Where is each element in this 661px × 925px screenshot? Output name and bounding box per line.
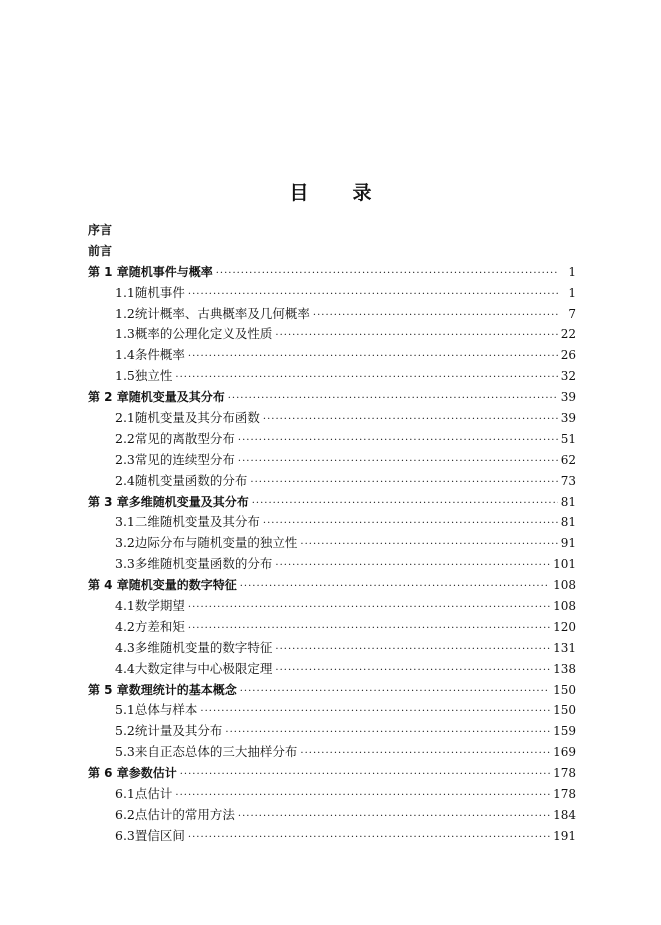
section-number: 6.2: [115, 806, 135, 822]
dot-leader: [188, 285, 559, 306]
toc-section-entry[interactable]: [88, 450, 576, 471]
toc-section-entry[interactable]: [88, 554, 576, 575]
dot-leader: [313, 306, 559, 327]
dot-leader: [200, 702, 550, 723]
section-title: 统计概率、古典概率及几何概率: [134, 305, 310, 321]
section-number: 1.1: [115, 284, 135, 300]
page-number: 81: [560, 494, 576, 509]
dot-leader: [188, 828, 550, 849]
section-number: 3.2: [115, 535, 135, 551]
page-number: 32: [560, 369, 576, 384]
section-number: 6.3: [115, 827, 135, 843]
page-number: 131: [553, 640, 576, 655]
toc-section-entry[interactable]: [88, 512, 576, 533]
toc-section-entry[interactable]: [88, 408, 576, 429]
section-title: 概率的公理化定义及性质: [134, 326, 273, 342]
section-title: 常见的离散型分布: [134, 430, 235, 446]
page-number: 7: [568, 306, 576, 321]
toc-preface-entry[interactable]: [88, 241, 576, 262]
section-number: 4.4: [115, 660, 135, 676]
section-number: 4.2: [115, 618, 135, 634]
section-title: 统计量及其分布: [134, 723, 223, 739]
page-number: 178: [553, 787, 576, 802]
toc-section-entry[interactable]: [88, 784, 576, 805]
chapter-title: 多维随机变量及其分布: [128, 494, 249, 509]
section-number: 3.3: [115, 556, 135, 572]
chapter-title: 随机事件与概率: [128, 264, 213, 279]
dot-leader: [240, 577, 550, 598]
section-number: 2.1: [115, 410, 135, 426]
page-number: 1: [568, 285, 576, 300]
toc-preface-entry[interactable]: [88, 220, 576, 241]
chapter-number: 第 5 章: [88, 682, 129, 697]
page-number: 91: [560, 536, 576, 551]
section-number: 2.4: [115, 472, 135, 488]
dot-leader: [275, 556, 550, 577]
section-title: 多维随机变量函数的分布: [134, 556, 273, 572]
toc-chapter-entry[interactable]: [88, 387, 576, 408]
page-number: 73: [560, 473, 576, 488]
section-title: 点估计的常用方法: [134, 806, 235, 822]
table-of-contents: [88, 220, 576, 847]
section-title: 置信区间: [134, 827, 185, 843]
section-number: 2.3: [115, 451, 135, 467]
page-number: 108: [553, 578, 576, 593]
chapter-number: 第 1 章: [88, 264, 129, 279]
section-number: 5.2: [115, 723, 135, 739]
toc-section-entry[interactable]: [88, 826, 576, 847]
page-number: 120: [553, 619, 576, 634]
chapter-title: 数理统计的基本概念: [128, 682, 237, 697]
toc-section-entry[interactable]: [88, 283, 576, 304]
page-number: 81: [560, 515, 576, 530]
chapter-number: 第 6 章: [88, 766, 129, 781]
toc-chapter-entry[interactable]: [88, 680, 576, 701]
dot-leader: [275, 326, 557, 347]
section-title: 独立性: [134, 368, 173, 384]
section-number: 1.4: [115, 347, 135, 363]
toc-section-entry[interactable]: [88, 638, 576, 659]
toc-chapter-entry[interactable]: [88, 262, 576, 283]
section-number: 5.1: [115, 702, 135, 718]
toc-section-entry[interactable]: [88, 596, 576, 617]
chapter-number: 第 3 章: [88, 494, 129, 509]
toc-section-entry[interactable]: [88, 721, 576, 742]
dot-leader: [275, 661, 550, 682]
dot-leader: [228, 389, 558, 410]
toc-section-entry[interactable]: [88, 304, 576, 325]
dot-leader: [275, 640, 550, 661]
page-number: 39: [560, 411, 576, 426]
dot-leader: [175, 786, 550, 807]
dot-leader: [238, 807, 550, 828]
section-number: 4.1: [115, 598, 135, 614]
dot-leader: [188, 598, 550, 619]
toc-section-entry[interactable]: [88, 617, 576, 638]
section-title: 总体与样本: [134, 702, 198, 718]
section-number: 5.3: [115, 744, 135, 760]
section-number: 6.1: [115, 786, 135, 802]
dot-leader: [263, 410, 558, 431]
dot-leader: [300, 535, 557, 556]
chapter-title: 随机变量及其分布: [128, 390, 225, 405]
toc-section-entry[interactable]: [88, 345, 576, 366]
section-number: 1.2: [115, 305, 135, 321]
toc-entry-title: 序言: [88, 223, 113, 237]
page-number: 22: [560, 327, 576, 342]
section-title: 方差和矩: [134, 618, 185, 634]
page-number: 26: [560, 348, 576, 363]
toc-section-entry[interactable]: [88, 366, 576, 387]
page-number: 191: [553, 828, 576, 843]
section-title: 大数定律与中心极限定理: [134, 660, 273, 676]
toc-section-entry[interactable]: [88, 533, 576, 554]
page-number: 150: [553, 682, 576, 697]
section-number: 2.2: [115, 430, 135, 446]
toc-entry-title: 前言: [88, 243, 113, 258]
section-title: 多维随机变量的数字特征: [134, 639, 273, 655]
page-number: 169: [553, 745, 576, 760]
page-number: 1: [568, 264, 576, 279]
page-number: 62: [560, 452, 576, 467]
section-title: 随机变量及其分布函数: [134, 410, 260, 426]
toc-chapter-entry[interactable]: [88, 492, 576, 513]
section-number: 1.3: [115, 326, 135, 342]
dot-leader: [240, 682, 550, 703]
toc-section-entry[interactable]: [88, 700, 576, 721]
toc-section-entry[interactable]: [88, 742, 576, 763]
page-number: 101: [553, 557, 576, 572]
page-number: 138: [553, 661, 576, 676]
chapter-title: 随机变量的数字特征: [128, 578, 237, 593]
dot-leader: [225, 723, 550, 744]
dot-leader: [263, 514, 558, 535]
toc-section-entry[interactable]: [88, 429, 576, 450]
section-title: 条件概率: [134, 347, 185, 363]
page-number: 39: [560, 390, 576, 405]
section-title: 来自正态总体的三大抽样分布: [134, 744, 298, 760]
dot-leader: [175, 368, 557, 389]
dot-leader: [216, 264, 559, 285]
toc-section-entry[interactable]: [88, 471, 576, 492]
section-title: 数学期望: [134, 598, 185, 614]
dot-leader: [238, 431, 558, 452]
chapter-number: 第 4 章: [88, 578, 129, 593]
section-title: 常见的连续型分布: [134, 451, 235, 467]
chapter-number: 第 2 章: [88, 390, 129, 405]
section-number: 3.1: [115, 514, 135, 530]
page-number: 108: [553, 599, 576, 614]
toc-chapter-entry[interactable]: [88, 763, 576, 784]
toc-chapter-entry[interactable]: [88, 575, 576, 596]
page-number: 184: [553, 807, 576, 822]
section-title: 点估计: [134, 786, 173, 802]
dot-leader: [180, 765, 550, 786]
page-number: 178: [553, 766, 576, 781]
dot-leader: [250, 473, 557, 494]
dot-leader: [300, 744, 550, 765]
section-title: 随机事件: [134, 284, 185, 300]
dot-leader: [188, 619, 550, 640]
toc-section-entry[interactable]: [88, 659, 576, 680]
chapter-title: 参数估计: [128, 766, 177, 781]
section-title: 二维随机变量及其分布: [134, 514, 260, 530]
page-number: 159: [553, 724, 576, 739]
page-title: 目录: [289, 182, 416, 204]
dot-leader: [238, 452, 558, 473]
section-number: 1.5: [115, 368, 135, 384]
page-number: 150: [553, 703, 576, 718]
section-title: 边际分布与随机变量的独立性: [134, 535, 298, 551]
page-number: 51: [560, 431, 576, 446]
section-number: 4.3: [115, 639, 135, 655]
dot-leader: [188, 347, 558, 368]
toc-section-entry[interactable]: [88, 324, 576, 345]
toc-section-entry[interactable]: [88, 805, 576, 826]
section-title: 随机变量函数的分布: [134, 472, 248, 488]
dot-leader: [252, 494, 558, 515]
